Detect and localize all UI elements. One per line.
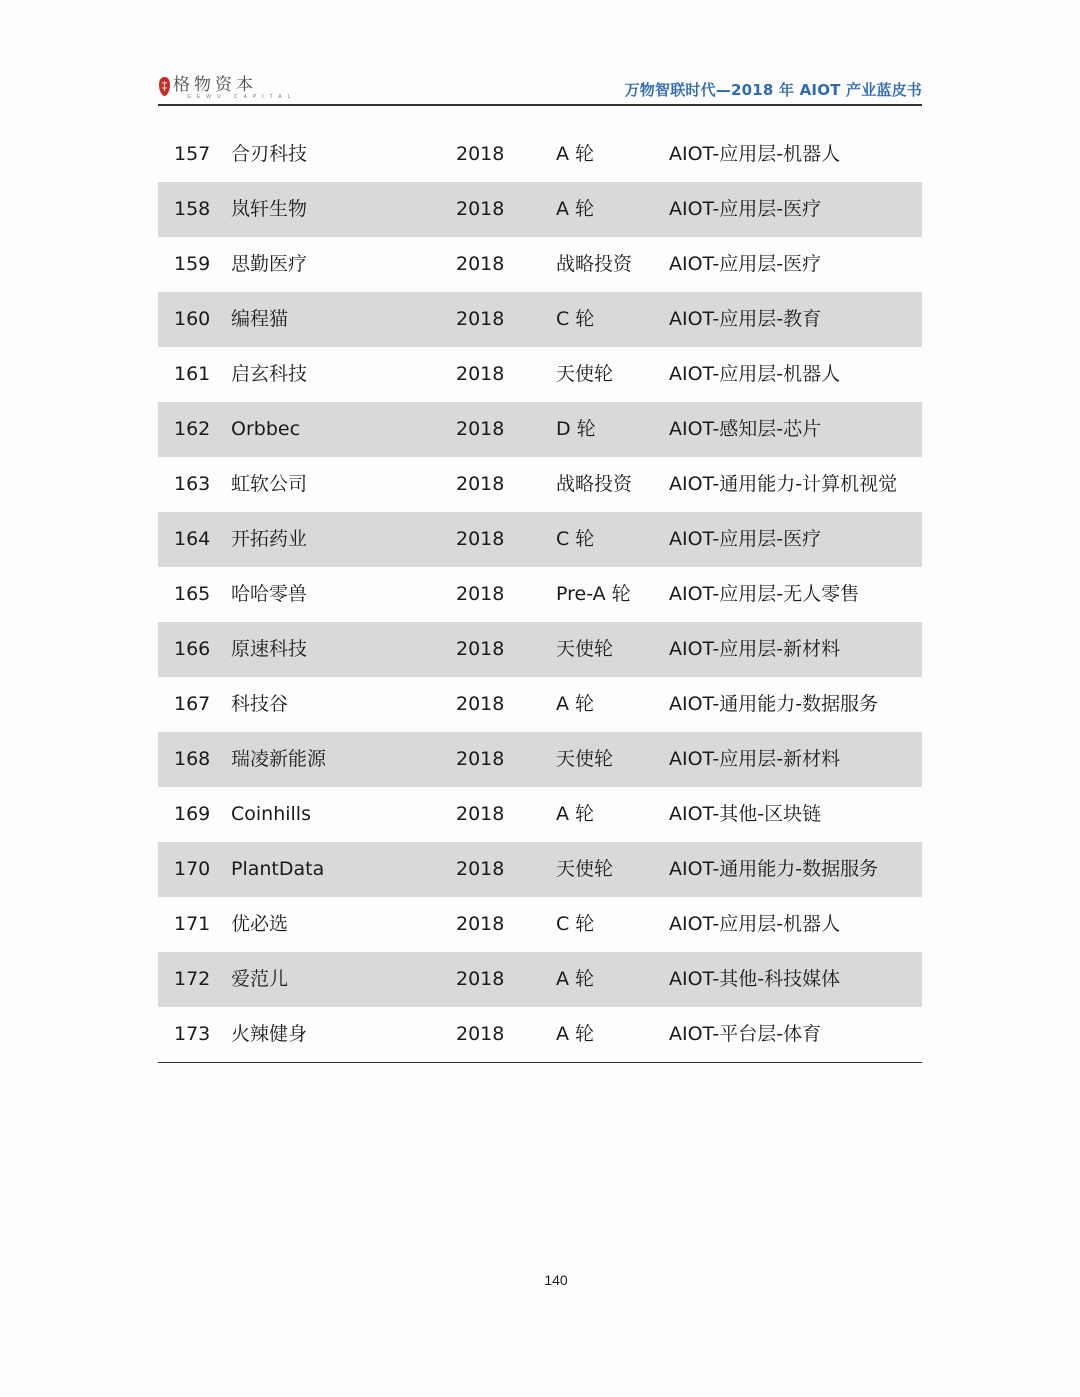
investment-year: 2018	[456, 803, 505, 825]
company-name: 科技谷	[231, 693, 289, 715]
investment-year: 2018	[456, 748, 505, 770]
funding-round: D 轮	[556, 418, 596, 440]
industry-category: AIOT-应用层-医疗	[669, 198, 822, 220]
industry-category: AIOT-平台层-体育	[669, 1023, 822, 1045]
industry-category: AIOT-通用能力-数据服务	[669, 858, 879, 880]
industry-category: AIOT-应用层-新材料	[669, 748, 841, 770]
funding-round: A 轮	[556, 693, 595, 715]
funding-round: 天使轮	[556, 858, 614, 880]
funding-round: C 轮	[556, 528, 595, 550]
industry-category: AIOT-通用能力-数据服务	[669, 693, 879, 715]
funding-round: Pre-A 轮	[556, 583, 631, 605]
funding-round: C 轮	[556, 308, 595, 330]
industry-category: AIOT-应用层-医疗	[669, 528, 822, 550]
table-row	[158, 512, 922, 567]
table-row	[158, 897, 922, 952]
seal-icon	[158, 76, 171, 97]
table-row	[158, 677, 922, 732]
table-row	[158, 237, 922, 292]
company-name: 编程猫	[231, 308, 289, 330]
investment-year: 2018	[456, 308, 505, 330]
company-name: 爱范儿	[231, 968, 289, 990]
industry-category: AIOT-其他-科技媒体	[669, 968, 841, 990]
table-row	[158, 402, 922, 457]
table-row	[158, 952, 922, 1007]
company-name: Coinhills	[231, 803, 311, 825]
company-name: 合刃科技	[231, 143, 308, 165]
report-title: 万物智联时代—2018 年 AIOT 产业蓝皮书	[624, 81, 922, 99]
table-row	[158, 842, 922, 897]
table-row	[158, 457, 922, 512]
industry-category: AIOT-应用层-教育	[669, 308, 822, 330]
row-number: 164	[174, 528, 211, 550]
company-name: 优必选	[231, 913, 289, 935]
funding-round: A 轮	[556, 198, 595, 220]
logo-chinese-text: 格物资本	[173, 75, 257, 95]
table-row	[158, 567, 922, 622]
investment-year: 2018	[456, 473, 505, 495]
industry-category: AIOT-应用层-无人零售	[669, 583, 860, 605]
funding-round: 天使轮	[556, 363, 614, 385]
row-number: 166	[174, 638, 211, 660]
funding-round: 战略投资	[556, 253, 633, 275]
investment-year: 2018	[456, 638, 505, 660]
row-number: 168	[174, 748, 211, 770]
row-number: 165	[174, 583, 211, 605]
company-name: 岚轩生物	[231, 198, 308, 220]
row-number: 159	[174, 253, 211, 275]
row-number: 162	[174, 418, 211, 440]
row-number: 172	[174, 968, 211, 990]
industry-category: AIOT-感知层-芯片	[669, 418, 822, 440]
page-number: 140	[544, 1272, 568, 1288]
company-name: 原速科技	[231, 638, 308, 660]
row-number: 160	[174, 308, 211, 330]
funding-round: A 轮	[556, 1023, 595, 1045]
funding-round: 天使轮	[556, 748, 614, 770]
investment-year: 2018	[456, 913, 505, 935]
industry-category: AIOT-通用能力-计算机视觉	[669, 473, 898, 495]
row-number: 163	[174, 473, 211, 495]
investment-year: 2018	[456, 858, 505, 880]
investment-year: 2018	[456, 968, 505, 990]
row-number: 161	[174, 363, 211, 385]
company-name: 启玄科技	[231, 363, 308, 385]
company-name: PlantData	[231, 858, 325, 880]
table-row	[158, 732, 922, 787]
investment-table	[158, 127, 922, 1063]
funding-round: C 轮	[556, 913, 595, 935]
table-row	[158, 622, 922, 677]
company-name: 火辣健身	[231, 1023, 308, 1045]
company-name: 思勤医疗	[231, 253, 308, 275]
row-number: 173	[174, 1023, 211, 1045]
logo-english-text: GEWU CAPITAL	[187, 94, 297, 100]
company-name: 开拓药业	[231, 528, 308, 550]
funding-round: A 轮	[556, 803, 595, 825]
company-name: 瑞凌新能源	[231, 748, 327, 770]
funding-round: 天使轮	[556, 638, 614, 660]
investment-year: 2018	[456, 528, 505, 550]
investment-year: 2018	[456, 693, 505, 715]
row-number: 167	[174, 693, 211, 715]
table-row	[158, 1007, 922, 1062]
investment-year: 2018	[456, 583, 505, 605]
industry-category: AIOT-应用层-新材料	[669, 638, 841, 660]
funding-round: A 轮	[556, 143, 595, 165]
row-number: 157	[174, 143, 211, 165]
table-row	[158, 292, 922, 347]
investment-year: 2018	[456, 143, 505, 165]
investment-year: 2018	[456, 253, 505, 275]
funding-round: A 轮	[556, 968, 595, 990]
table-row	[158, 347, 922, 402]
table-bottom-rule	[158, 1062, 922, 1063]
industry-category: AIOT-其他-区块链	[669, 803, 822, 825]
investment-year: 2018	[456, 418, 505, 440]
industry-category: AIOT-应用层-机器人	[669, 143, 841, 165]
table-row	[158, 182, 922, 237]
row-number: 158	[174, 198, 211, 220]
row-number: 171	[174, 913, 211, 935]
page-header	[158, 74, 922, 106]
investment-year: 2018	[456, 363, 505, 385]
funding-round: 战略投资	[556, 473, 633, 495]
industry-category: AIOT-应用层-医疗	[669, 253, 822, 275]
table-body	[158, 127, 922, 1062]
industry-category: AIOT-应用层-机器人	[669, 913, 841, 935]
row-number: 170	[174, 858, 211, 880]
company-name: Orbbec	[231, 418, 301, 440]
investment-year: 2018	[456, 198, 505, 220]
company-name: 哈哈零兽	[231, 583, 308, 605]
investment-year: 2018	[456, 1023, 505, 1045]
table-row	[158, 787, 922, 842]
row-number: 169	[174, 803, 211, 825]
table-row	[158, 127, 922, 182]
company-logo	[158, 76, 296, 101]
industry-category: AIOT-应用层-机器人	[669, 363, 841, 385]
company-name: 虹软公司	[231, 473, 308, 495]
